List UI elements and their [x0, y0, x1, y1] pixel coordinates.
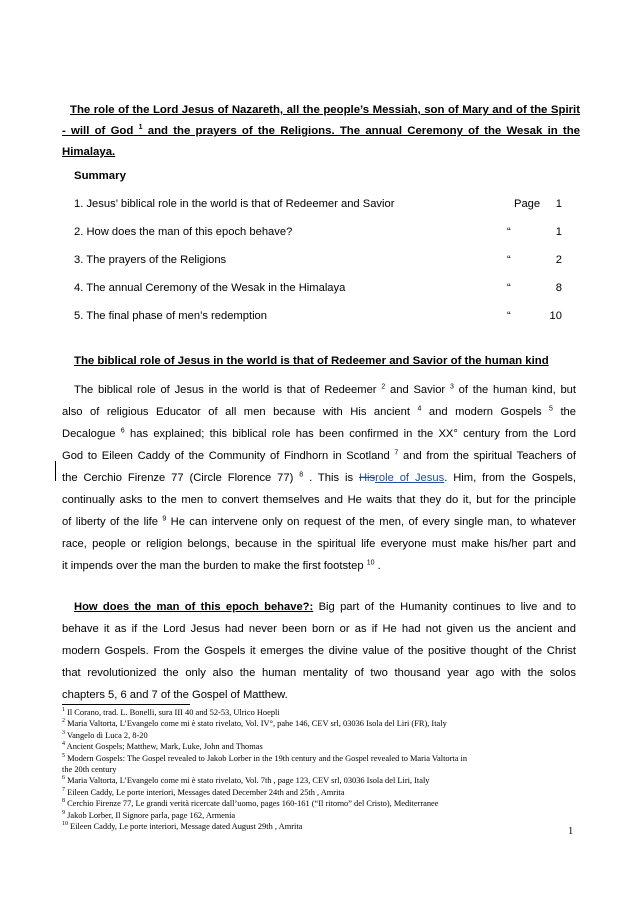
toc-item-marker: “ — [507, 226, 511, 238]
footnote-separator — [62, 704, 190, 705]
footnote-2: $^2$ Maria Valtorta, L’Evangelo come mi è stato rivelato, Vol. IV°, pahe 146, CEV srl, 03036 Isola del Liri (FR), Italy — [62, 718, 447, 728]
text-line: chapters 5, 6 and 7 of the Gospel of Matthew. — [62, 689, 288, 701]
footnote-7: $^7$ Eileen Caddy, Le porte interiori, Messages dated December 24th and 25th , Amrita — [62, 787, 345, 797]
toc-item-page: 8 — [555, 282, 562, 294]
toc-item-marker: “ — [507, 310, 511, 322]
text-line: How does the man of this epoch behave?: Big part of the Humanity continues to live and to — [74, 601, 577, 613]
toc-item-page: 2 — [555, 254, 562, 266]
toc-item-page: 10 — [549, 310, 562, 322]
toc-item-4[interactable] — [74, 282, 566, 298]
footnote-ref-5[interactable]: 5 — [549, 405, 553, 413]
footnote-ref-7[interactable]: 7 — [394, 449, 399, 457]
footnote-8: $^8$ Cerchio Firenze 77, Le grandi verità ricercate dall’uomo, pages 160-161 (“Il ritorno” del Cristo), Mediterranee — [62, 798, 439, 808]
change-bar — [55, 461, 56, 481]
footnote-ref-8[interactable]: 8 — [299, 471, 304, 479]
title-text-part1: The role of the Lord Jesus of Nazareth, all the people’s Messiah, son of Mary and of the Spirit - will of God — [62, 104, 580, 137]
footnote-ref-6[interactable]: 6 — [120, 427, 125, 435]
footnote-5-continued: the 20th century — [62, 765, 117, 774]
paragraph-man-of-epoch — [62, 596, 576, 706]
footnote-ref-2[interactable]: 2 — [381, 383, 386, 391]
paragraph-biblical-role — [62, 379, 576, 577]
footnote-5: $^5$ Modern Gospels: The Gospel revealed to Jakob Lorber in the 19th century and the Gospel revealed to Maria Valtorta in — [62, 753, 468, 763]
text-line: race, people or religion belongs, because in the spiritual life everyone must make his/her part and — [62, 538, 576, 550]
footnote-ref-9[interactable]: 9 — [162, 515, 167, 523]
toc-item-5[interactable] — [74, 310, 566, 326]
page-number: 1 — [568, 826, 574, 837]
text-line: The biblical role of Jesus in the world is that of Redeemer $^2$ and Savior $^3$ of the human kind, but — [74, 383, 576, 396]
toc-item-label: 3. The prayers of the Religions — [74, 254, 227, 266]
text-line: the Cerchio Firenze 77 (Circle Florence 77) $^8$ . This is Hisrole of Jesus. Him, from the Gospels, — [62, 471, 577, 484]
footnote-10: $^{10}$ Eileen Caddy, Le porte interiori, Message dated August 29th , Amrita — [62, 821, 303, 831]
footnote-ref-4[interactable]: 4 — [417, 405, 422, 413]
footnote-3: $^3$ Vangelo di Luca 2, 8-20 — [62, 730, 148, 740]
toc-item-page: 1 — [555, 198, 562, 210]
section-heading-man-of-epoch: How does the man of this epoch behave?: — [74, 601, 314, 613]
text-line: that revolutionized the only also the human mentality of two thousand year ago with the solos — [62, 667, 576, 679]
text-line: continually asks to the men to convert themselves and He waits that they do it, but for the principle — [62, 494, 576, 506]
toc-item-marker: “ — [507, 254, 511, 266]
toc-item-3[interactable] — [74, 254, 566, 270]
toc-item-1[interactable] — [74, 198, 566, 214]
toc-item-label: 2. How does the man of this epoch behave? — [74, 226, 293, 238]
summary-heading: Summary — [74, 170, 126, 182]
toc-item-marker: Page — [514, 198, 541, 210]
text-line: also of religious Educator of all men because with His ancient $^4$ and modern Gospels $^5$ the — [62, 405, 577, 418]
deleted-text: His — [358, 472, 376, 484]
toc-item-label: 4. The annual Ceremony of the Wesak in the Himalaya — [74, 282, 346, 294]
text-line: modern Gospels. From the Gospels it emerges the divine value of the positive thought of the Christ — [62, 645, 576, 657]
text-line: of liberty of the life $^9$ He can intervene only on request of the men, of every single man, to whatever — [62, 515, 576, 528]
toc-item-label: 1. Jesus’ biblical role in the world is that of Redeemer and Savior — [74, 198, 395, 210]
text-line: God to Eileen Caddy of the Community of Findhorn in Scotland $^7$ and from the spiritual Teachers of — [62, 449, 576, 462]
footnote-1: $^1$ Il Corano, trad. L. Bonelli, sura III 40 and 52-53, Ulrico Hoepli — [62, 707, 280, 717]
inserted-text: role of Jesus — [375, 472, 445, 484]
text-line: behave it as if the Lord Jesus had never been born or as if He had not given us the ancient and — [62, 623, 576, 635]
section-heading-biblical-role: The biblical role of Jesus in the world is that of Redeemer and Savior of the human kind — [74, 355, 549, 367]
footnote-ref-10[interactable]: 10 — [366, 559, 375, 567]
document-title — [62, 100, 580, 163]
toc-item-page: 1 — [555, 226, 562, 238]
toc-item-label: 5. The final phase of men’s redemption — [74, 310, 268, 322]
text-line: Decalogue $^6$ has explained; this biblical role has been confirmed in the XX° century from the Lord — [62, 427, 577, 440]
toc-item-2[interactable] — [74, 226, 566, 242]
text-line: it impends over the man the burden to make the first footstep $^{10}$ . — [62, 559, 381, 572]
footnote-4: $^4$ Ancient Gospels; Matthew, Mark, Luke, John and Thomas — [62, 741, 263, 751]
title-text-part2: and the prayers of the Religions. The annual Ceremony of the Wesak in the Himalaya. — [62, 125, 581, 158]
footnote-6: $^6$ Maria Valtorta, L’Evangelo come mi è stato rivelato, Vol. 7th , page 123, CEV srl, 03036 Isola del Liri, Italy — [62, 775, 430, 785]
footnote-9: $^9$ Jakob Lorber, Il Signore parla, page 162, Armenia — [62, 810, 236, 820]
footnote-ref-3[interactable]: 3 — [449, 383, 454, 391]
footnote-ref-1[interactable]: 1 — [138, 124, 143, 132]
toc-item-marker: “ — [507, 282, 511, 294]
